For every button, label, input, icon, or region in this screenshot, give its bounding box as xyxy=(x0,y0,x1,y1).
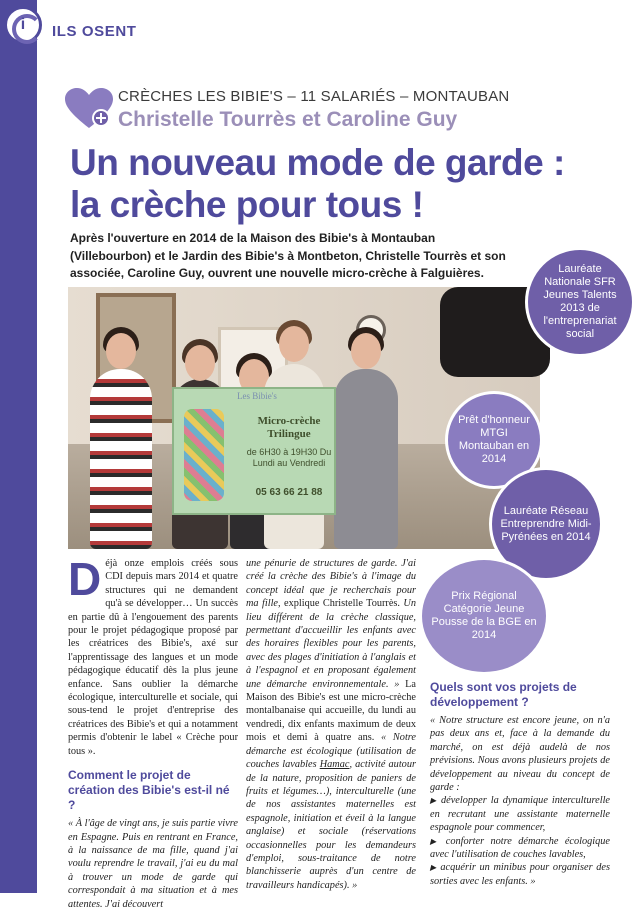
article-names: Christelle Tourrès et Caroline Guy xyxy=(118,108,458,131)
hamac-link: Hamac xyxy=(319,759,350,771)
sign-hours: de 6H30 à 19H30 Du Lundi au Vendredi xyxy=(246,447,332,468)
creche-sign xyxy=(172,387,336,515)
attribution: explique Christelle Tourrès. xyxy=(280,598,404,610)
article-kicker: CRÈCHES LES BIBIE'S – 11 SALARIÉS – MONTAUBAN xyxy=(118,88,510,105)
award-badge xyxy=(422,560,546,672)
sign-arc-text: Les Bibie's xyxy=(237,391,277,401)
quote-concept: Un lieu différent de la crèche classique, permettant d'accueillir les enfants avec des horaires flexibles pour les parents, avec des plages d'initiation à l'anglais et à l'espagnol et en proposant également une démarche environnementale. » xyxy=(246,598,417,690)
article-column-1 xyxy=(68,553,238,911)
side-band xyxy=(0,0,37,893)
quote-origin: « À l'âge de vingt ans, je suis partie vivre en Espagne. Puis en rentrant en France, à la naissance de ma fille, quand j'ai voulu reprendre le travail, j'ai eu du mal à trouver un mode de garde qui correspondait à ma situation et à mes attentes. J'ai découvert xyxy=(68,818,238,910)
award-text: Lauréate Réseau Entreprendre Midi-Pyrénées en 2014 xyxy=(500,504,592,543)
award-text: Prix Régional Catégorie Jeune Pousse de la BGE en 2014 xyxy=(431,590,537,641)
article-lead: Après l'ouverture en 2014 de la Maison des Bibie's à Montauban (Villebourbon) et le Jardin des Bibie's à Montbeton, Christelle Tourrès et son associée, Caroline Guy, ouvrent une nouvelle micro-crèche à Falguières. xyxy=(70,231,506,280)
project-item: ▶ acquérir un minibus pour organiser des sorties avec les enfants. » xyxy=(430,861,610,888)
quote-projects: « Notre structure est encore jeune, on n'a pas deux ans et, face à la demande du marché, on est déjà audelà de nos prévisions. Nous avons plusieurs projets de développement au niveau du concept de garde : xyxy=(430,715,610,794)
sign-title: Micro-crèche Trilingue xyxy=(257,415,321,440)
award-badge xyxy=(448,394,540,486)
article-column-3 xyxy=(430,680,610,888)
headline-line-1: Un nouveau mode de garde : xyxy=(70,142,565,183)
quote-approach: « Notre démarche est écologique (utilisation de couches lavables xyxy=(246,732,417,771)
section-badge-letter: i xyxy=(20,16,26,33)
section-badge-icon xyxy=(4,6,42,44)
sign-phone: 05 63 66 21 88 xyxy=(255,487,323,498)
person xyxy=(90,369,152,549)
project-item: ▶ développer la dynamique interculturelle en recrutant une assistante maternelle espagnole pour commencer, xyxy=(430,794,610,834)
subheading-projects: Quels sont vos projets de développement ? xyxy=(430,680,577,709)
paragraph-intro: éjà onze emplois créés sous CDI depuis mars 2014 et quatre structures qui ne demandent qu'à se développer… Un succès en partie dû à l'engouement des parents pour le projet pédagogique proposé par les créatrices des Bibie's, axé sur l'apprentissage des langues et un mode pédagogique éducatif dès la plus jeune enfance. Sans oublier la démarche écologique, interculturelle et sociale, qui sous-tend le projet d'entreprise des créatrices des Bibie's et qui a notamment permis d'obtenir le label « Crèche pour tous ». xyxy=(68,558,238,757)
article-column-2 xyxy=(246,557,416,892)
award-text: Prêt d'honneur MTGI Montauban en 2014 xyxy=(458,414,530,465)
drop-cap: D xyxy=(68,553,102,605)
quote-approach-end: , activité autour de la nature, proposition de paniers de fruits et légumes…), interculturelle (une de nos assistantes maternelles est espagnole, initiation et éveil à la langue anglaise) et sociale (réservations occasionnelles pour les demandeurs d'emploi, sous-traitance de notre blanchisserie auprès d'un centre de travailleurs handicapés). » xyxy=(246,759,416,891)
subheading-origin: Comment le projet de création des Bibie's est-il né ? xyxy=(68,768,230,813)
section-title: ILS OSENT xyxy=(52,23,137,40)
project-item: ▶ conforter notre démarche écologique avec l'utilisation de couches lavables, xyxy=(430,835,610,862)
heart-plus-icon xyxy=(65,88,113,130)
headline-line-2: la crèche pour tous ! xyxy=(70,184,424,225)
quote-continued: une pénurie de structures de garde. J'ai créé la crèche des Bibie's à l'image du concept idéal que je recherchais pour ma fille, xyxy=(246,558,416,610)
article-headline xyxy=(70,142,630,226)
award-badge xyxy=(528,250,632,354)
paragraph-maison: La Maison des Bibie's est une micro-crèche montalbanaise qui accueille, du lundi au vendredi, dix enfants maximum de deux mois et demi à quatre ans. xyxy=(246,678,417,744)
award-text: Lauréate Nationale SFR Jeunes Talents 2013 de l'entreprenariat social xyxy=(543,263,617,340)
sign-illustration xyxy=(184,409,224,501)
award-badge xyxy=(492,470,600,578)
person xyxy=(334,369,398,549)
